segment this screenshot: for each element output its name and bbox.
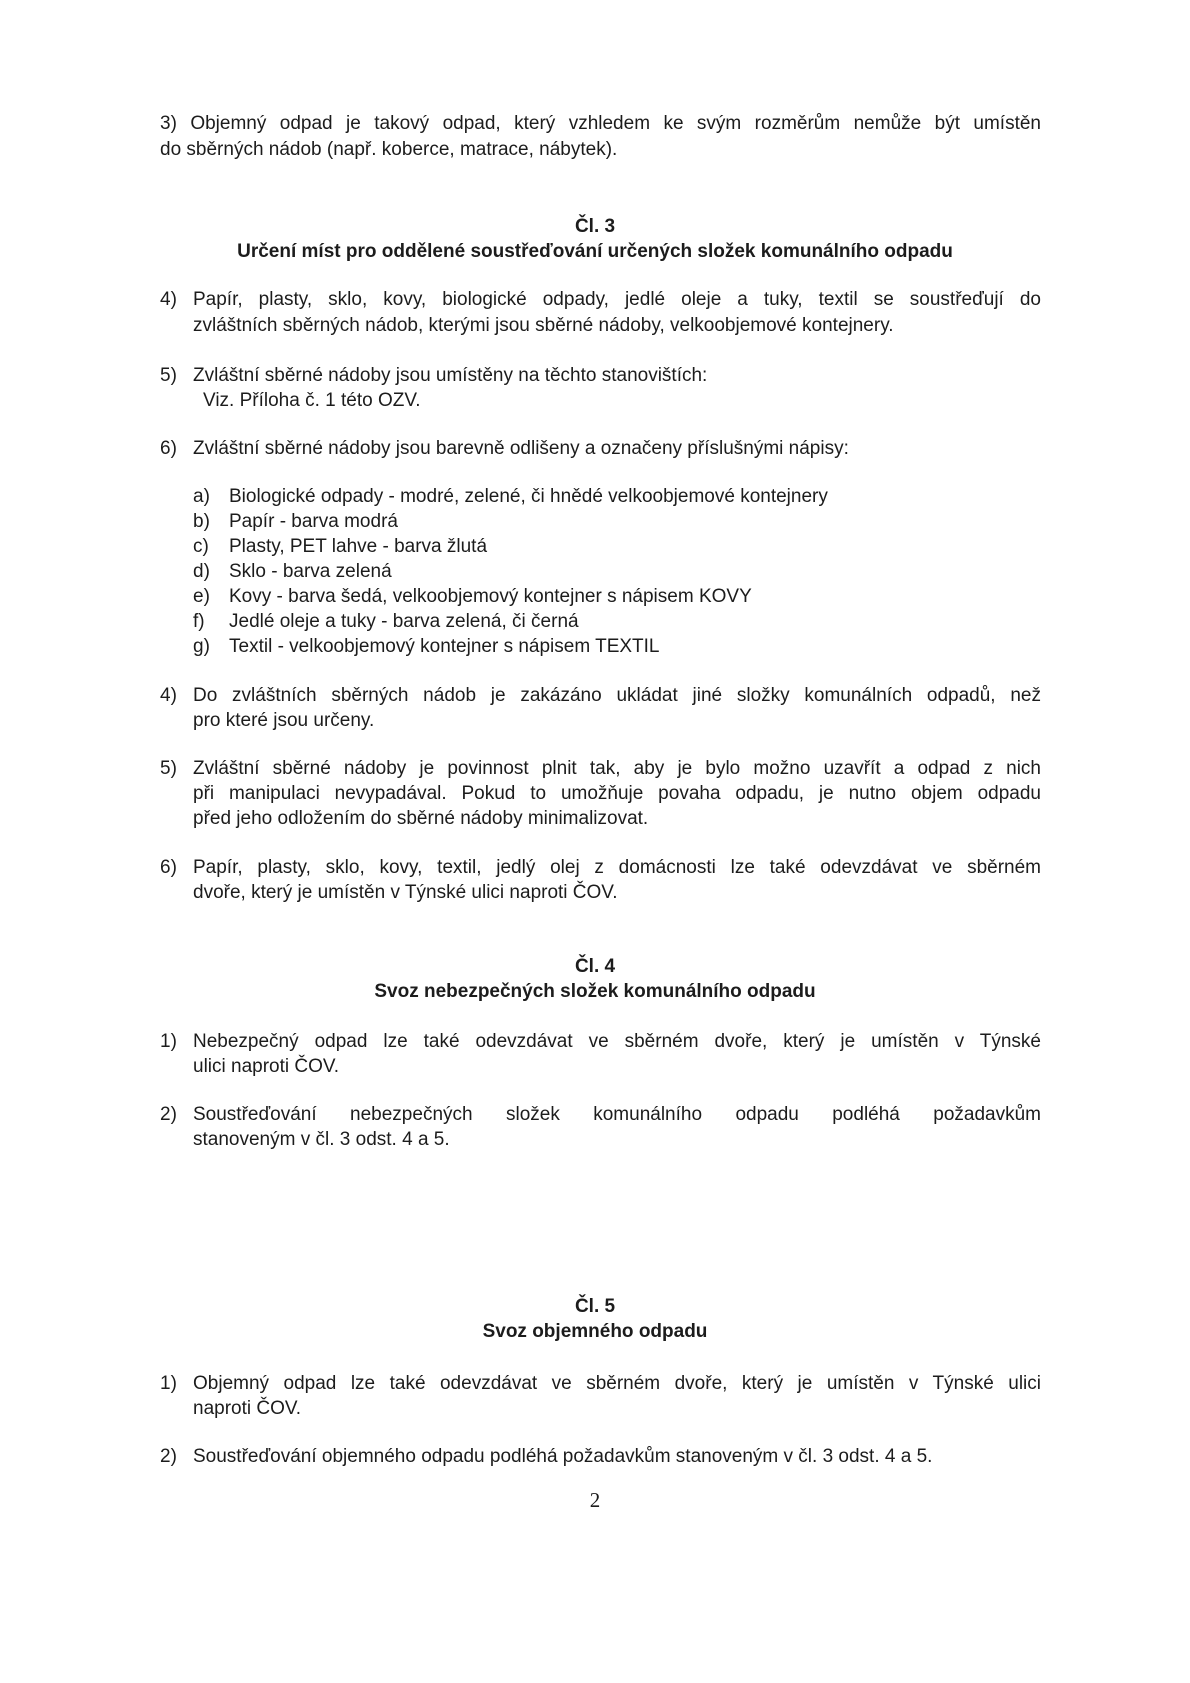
intro-line-2: do sběrných nádob (např. koberce, matrace, nábytek). — [160, 139, 618, 160]
page-number: 2 — [589, 1488, 601, 1512]
a4-item-1-line-2: ulici naproti ČOV. — [193, 1056, 340, 1077]
a4-item-2-line-2: stanoveným v čl. 3 odst. 4 a 5. — [193, 1129, 450, 1150]
a4-item-1-number: 1) — [160, 1031, 177, 1052]
a3-item-5-line-1: Zvláštní sběrné nádoby jsou umístěny na těchto stanovištích: — [193, 365, 708, 386]
a4-item-1-line-1: Nebezpečný odpad lze také odevzdávat ve sběrném dvoře, který je umístěn v Týnské — [193, 1031, 1041, 1052]
a3-item2-5-line-1: Zvláštní sběrné nádoby je povinnost plnit tak, aby je bylo možno uzavřít a odpad z nich — [193, 758, 1041, 779]
article-4-title: Svoz nebezpečných složek komunálního odpadu — [374, 981, 816, 1002]
a3-item-5-number: 5) — [160, 365, 177, 386]
a3-item2-5-number: 5) — [160, 758, 177, 779]
sublist-letter-c: c) — [193, 536, 209, 557]
a3-item2-6-line-2: dvoře, který je umístěn v Týnské ulici naproti ČOV. — [193, 882, 618, 903]
a3-item2-5-line-2: při manipulaci nevypadával. Pokud to umožňuje povaha odpadu, je nutno objem odpadu — [193, 783, 1041, 804]
a4-item-2-number: 2) — [160, 1104, 177, 1125]
a3-item2-4-number: 4) — [160, 685, 177, 706]
a3-item-6-number: 6) — [160, 438, 177, 459]
article-3-title: Určení míst pro oddělené soustřeďování určených složek komunálního odpadu — [237, 241, 953, 262]
sublist-item-g: Textil - velkoobjemový kontejner s nápisem TEXTIL — [229, 636, 660, 657]
a3-item-4-line-1: Papír, plasty, sklo, kovy, biologické odpady, jedlé oleje a tuky, textil se soustřeďují do — [193, 289, 1041, 310]
sublist-item-f: Jedlé oleje a tuky - barva zelená, či černá — [229, 611, 579, 632]
sublist-item-d: Sklo - barva zelená — [229, 561, 392, 582]
sublist-item-b: Papír - barva modrá — [229, 511, 398, 532]
a3-item2-6-line-1: Papír, plasty, sklo, kovy, textil, jedlý olej z domácnosti lze také odevzdávat ve sběrném — [193, 857, 1041, 878]
sublist-item-e: Kovy - barva šedá, velkoobjemový kontejner s nápisem KOVY — [229, 586, 752, 607]
a5-item-2-line-1: Soustřeďování objemného odpadu podléhá požadavkům stanoveným v čl. 3 odst. 4 a 5. — [193, 1446, 933, 1467]
sublist-letter-a: a) — [193, 486, 210, 507]
sublist-item-a: Biologické odpady - modré, zelené, či hnědé velkoobjemové kontejnery — [229, 486, 828, 507]
a5-item-1-line-1: Objemný odpad lze také odevzdávat ve sběrném dvoře, který je umístěn v Týnské ulici — [193, 1373, 1041, 1394]
a5-item-1-number: 1) — [160, 1373, 177, 1394]
a5-item-1-line-2: naproti ČOV. — [193, 1398, 302, 1419]
a3-item2-5-line-3: před jeho odložením do sběrné nádoby minimalizovat. — [193, 808, 649, 829]
a3-item2-6-number: 6) — [160, 857, 177, 878]
article-4-number: Čl. 4 — [574, 956, 616, 977]
a3-item2-4-line-1: Do zvláštních sběrných nádob je zakázáno ukládat jiné složky komunálních odpadů, než — [193, 685, 1041, 706]
intro-line-1: 3) Objemný odpad je takový odpad, který vzhledem ke svým rozměrům nemůže být umístěn — [160, 113, 1041, 134]
sublist-letter-e: e) — [193, 586, 210, 607]
article-5-title: Svoz objemného odpadu — [482, 1321, 708, 1342]
a3-item-4-line-2: zvláštních sběrných nádob, kterými jsou sběrné nádoby, velkoobjemové kontejnery. — [193, 315, 894, 336]
article-5-number: Čl. 5 — [574, 1296, 616, 1317]
a3-item2-4-line-2: pro které jsou určeny. — [193, 710, 375, 731]
sublist-letter-f: f) — [193, 611, 205, 632]
a3-item-6-line-1: Zvláštní sběrné nádoby jsou barevně odlišeny a označeny příslušnými nápisy: — [193, 438, 849, 459]
a5-item-2-number: 2) — [160, 1446, 177, 1467]
a3-item-4-number: 4) — [160, 289, 177, 310]
sublist-letter-d: d) — [193, 561, 210, 582]
article-3-number: Čl. 3 — [574, 216, 616, 237]
sublist-letter-g: g) — [193, 636, 210, 657]
sublist-letter-b: b) — [193, 511, 210, 532]
sublist-item-c: Plasty, PET lahve - barva žlutá — [229, 536, 488, 557]
a3-item-5-line-2: Viz. Příloha č. 1 této OZV. — [203, 390, 421, 411]
a4-item-2-line-1: Soustřeďování nebezpečných složek komunálního odpadu podléhá požadavkům — [193, 1104, 1041, 1125]
